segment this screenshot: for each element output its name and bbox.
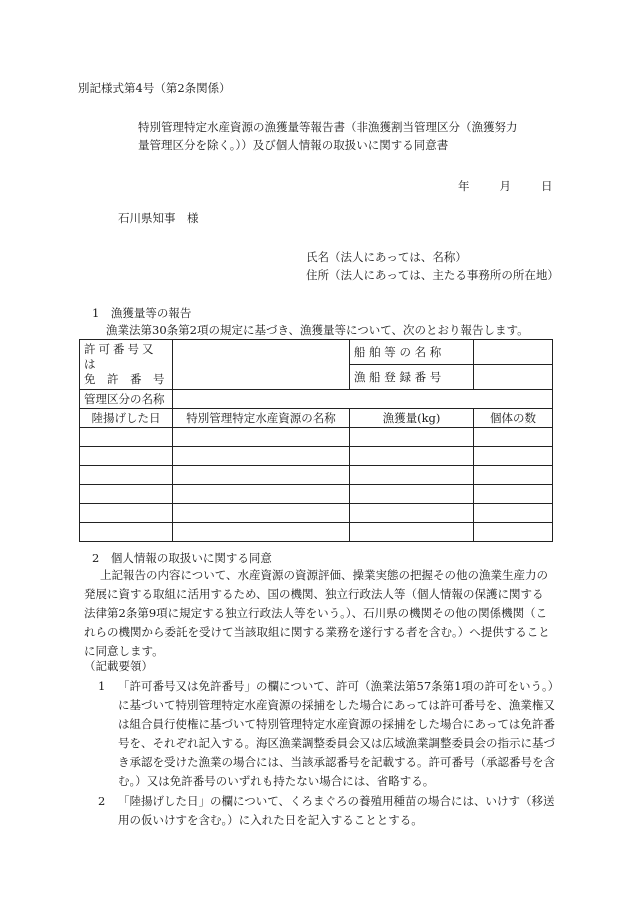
table-row xyxy=(80,447,553,466)
count-cell[interactable] xyxy=(474,428,553,447)
column-header-landing-date: 陸揚げした日 xyxy=(80,409,173,428)
catch-kg-cell[interactable] xyxy=(350,466,474,485)
column-header-catch-kg: 漁獲量(kg) xyxy=(350,409,474,428)
count-cell[interactable] xyxy=(474,523,553,542)
section2-heading: 2 個人情報の取扱いに関する同意 xyxy=(92,551,272,565)
landing-date-cell[interactable] xyxy=(80,466,173,485)
note-text: 「陸揚げした日」の欄について、くろまぐろの養殖用種苗の場合には、いけす（移送用の仮いけすを含む。）に入れた日を記入することとする。 xyxy=(118,794,555,827)
resource-name-cell[interactable] xyxy=(173,447,350,466)
permit-number-field[interactable] xyxy=(173,340,350,390)
addressee: 石川県知事 様 xyxy=(118,211,199,225)
applicant-name-label: 氏名（法人にあっては、名称） xyxy=(306,250,467,264)
document-title: 特別管理特定水産資源の漁獲量等報告書（非漁獲割当管理区分（漁獲努力量管理区分を除く。））及び個人情報の取扱いに関する同意書 xyxy=(138,120,518,152)
date-month-label: 月 xyxy=(499,179,511,193)
count-cell[interactable] xyxy=(474,504,553,523)
count-cell[interactable] xyxy=(474,485,553,504)
note-item xyxy=(98,792,556,830)
notes-heading: （記載要領） xyxy=(84,659,153,673)
table-row xyxy=(80,485,553,504)
vessel-registration-field[interactable] xyxy=(474,365,553,390)
table-row xyxy=(80,523,553,542)
management-category-label: 管理区分の名称 xyxy=(80,390,173,409)
note-item xyxy=(98,677,556,791)
date-day-label: 日 xyxy=(541,179,553,193)
table-row xyxy=(80,466,553,485)
note-text: 「許可番号又は免許番号」の欄について、許可（漁業法第57条第1項の許可をいう。）に基づいて特別管理特定水産資源の採捕をした場合にあっては許可番号を、漁業権又は組合員行使権に基づいて特別管理特定水産資源の採捕をした場合にあっては免許番号を、それぞれ記入する。海区漁業調整委員会又は広域漁業調整委員会の指示に基づき承認を受けた漁業の場合には、当該承認番号を記載する。許可番号（承認番号を含む。）又は免許番号のいずれも持たない場合には、省略する。 xyxy=(118,679,555,788)
catch-kg-cell[interactable] xyxy=(350,523,474,542)
table-row xyxy=(80,428,553,447)
landing-date-cell[interactable] xyxy=(80,485,173,504)
landing-date-cell[interactable] xyxy=(80,523,173,542)
resource-name-cell[interactable] xyxy=(173,428,350,447)
note-number: 1 xyxy=(98,679,106,693)
permit-label-line1: 許可番号又は xyxy=(84,342,157,371)
consent-paragraph: 上記報告の内容について、水産資源の資源評価、操業実態の把握その他の漁業生産力の発展に資する取組に活用するため、国の機関、独立行政法人等（個人情報の保護に関する法律第2条第9項に規定する独立行政法人等をいう。）、石川県の機関その他の関係機関（これらの機関から委託を受けて当該取組に関する業務を遂行する者を含む。）へ提供することに同意します。 xyxy=(84,568,550,658)
date-line xyxy=(458,178,553,194)
landing-date-cell[interactable] xyxy=(80,447,173,466)
section1-body: 漁業法第30条第2項の規定に基づき、漁獲量等について、次のとおり報告します。 xyxy=(106,323,529,337)
date-year-label: 年 xyxy=(458,179,470,193)
permit-label-line2: 免 許 番 号 xyxy=(84,372,165,386)
resource-name-cell[interactable] xyxy=(173,523,350,542)
count-cell[interactable] xyxy=(474,447,553,466)
count-cell[interactable] xyxy=(474,466,553,485)
column-header-resource-name: 特別管理特定水産資源の名称 xyxy=(173,409,350,428)
resource-name-cell[interactable] xyxy=(173,466,350,485)
vessel-name-label: 船 舶 等 の 名 称 xyxy=(350,340,474,365)
resource-name-cell[interactable] xyxy=(173,485,350,504)
column-header-count: 個体の数 xyxy=(474,409,553,428)
applicant-address-label: 住所（法人にあっては、主たる事務所の所在地） xyxy=(306,268,559,282)
catch-kg-cell[interactable] xyxy=(350,428,474,447)
section1-heading: 1 漁獲量等の報告 xyxy=(92,306,192,320)
vessel-registration-label: 漁 船 登 録 番 号 xyxy=(350,365,474,390)
table-row xyxy=(80,504,553,523)
landing-date-cell[interactable] xyxy=(80,504,173,523)
resource-name-cell[interactable] xyxy=(173,504,350,523)
catch-kg-cell[interactable] xyxy=(350,504,474,523)
landing-date-cell[interactable] xyxy=(80,428,173,447)
catch-kg-cell[interactable] xyxy=(350,485,474,504)
permit-number-label-cell xyxy=(80,340,173,390)
catch-report-table xyxy=(79,339,553,542)
section2-body xyxy=(84,566,554,661)
catch-kg-cell[interactable] xyxy=(350,447,474,466)
vessel-name-field[interactable] xyxy=(474,340,553,365)
note-number: 2 xyxy=(98,794,106,808)
management-category-field[interactable] xyxy=(173,390,553,409)
form-number: 別記様式第4号（第2条関係） xyxy=(78,81,231,95)
